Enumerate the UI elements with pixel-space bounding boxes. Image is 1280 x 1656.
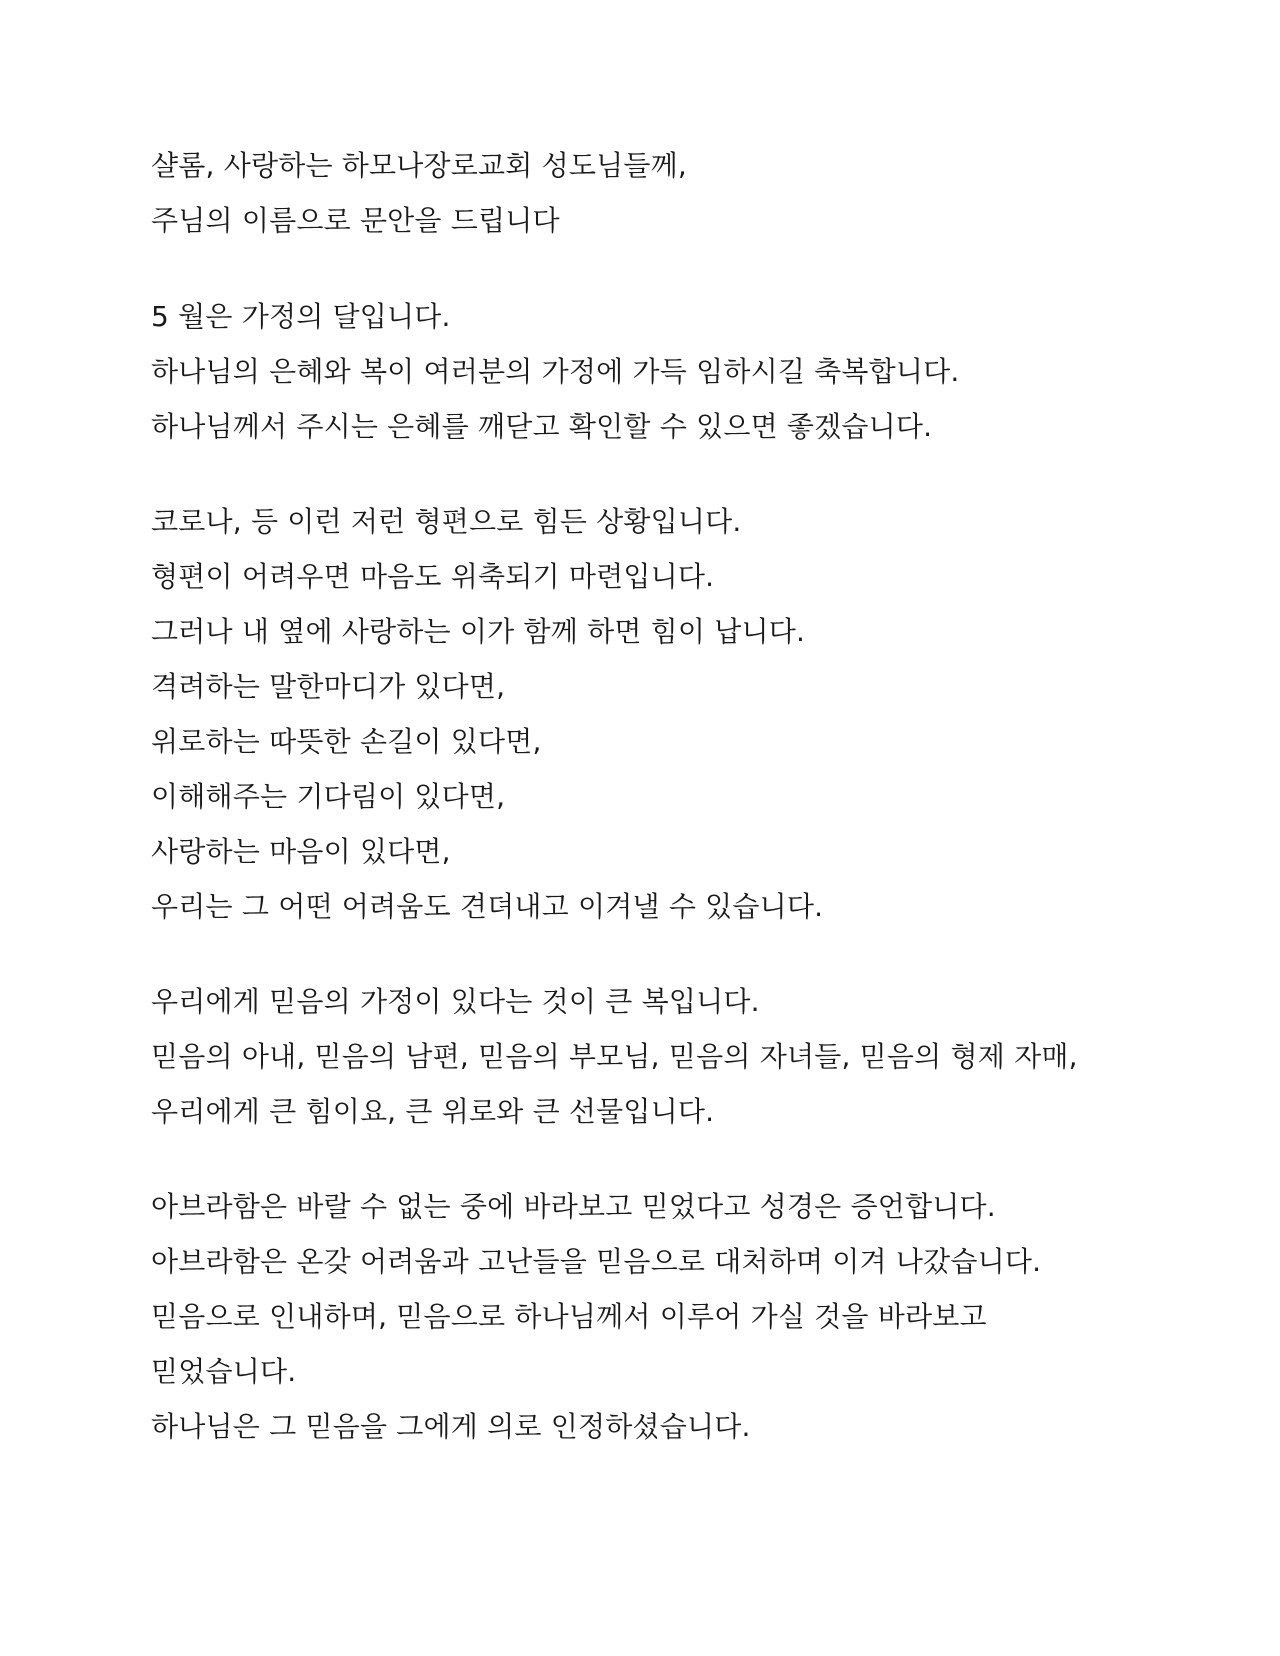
body-line: 코로나, 등 이런 저런 형편으로 힘든 상황입니다.	[151, 505, 742, 538]
body-line: 우리는 그 어떤 어려움도 견뎌내고 이겨낼 수 있습니다.	[151, 890, 824, 923]
body-line: 하나님의 은혜와 복이 여러분의 가정에 가득 임하시길 축복합니다.	[151, 355, 960, 388]
greeting-line: 주님의 이름으로 문안을 드립니다	[151, 204, 560, 237]
body-line: 우리에게 믿음의 가정이 있다는 것이 큰 복입니다.	[151, 985, 760, 1018]
body-line: 격려하는 말한마디가 있다면,	[151, 670, 506, 703]
body-line: 믿음으로 인내하며, 믿음으로 하나님께서 이루어 가실 것을 바라보고	[151, 1300, 987, 1333]
body-line: 하나님은 그 믿음을 그에게 의로 인정하셨습니다.	[151, 1410, 751, 1443]
body-line: 형편이 어려우면 마음도 위축되기 마련입니다.	[151, 560, 715, 593]
body-line: 우리에게 큰 힘이요, 큰 위로와 큰 선물입니다.	[151, 1095, 715, 1128]
greeting-line: 샬롬, 사랑하는 하모나장로교회 성도님들께,	[151, 149, 687, 182]
body-line: 그러나 내 옆에 사랑하는 이가 함께 하면 힘이 납니다.	[151, 615, 806, 648]
body-line: 아브라함은 온갖 어려움과 고난들을 믿음으로 대처하며 이겨 나갔습니다.	[151, 1245, 1042, 1278]
body-line: 하나님께서 주시는 은혜를 깨닫고 확인할 수 있으면 좋겠습니다.	[151, 410, 933, 443]
body-line: 사랑하는 마음이 있다면,	[151, 835, 451, 868]
body-line: 믿음의 아내, 믿음의 남편, 믿음의 부모님, 믿음의 자녀들, 믿음의 형제 자매,	[151, 1040, 1078, 1073]
body-line: 믿었습니다.	[151, 1355, 297, 1388]
body-line: 위로하는 따뜻한 손길이 있다면,	[151, 725, 542, 758]
body-line: 이해해주는 기다림이 있다면,	[151, 780, 506, 813]
body-line: 5 월은 가정의 달입니다.	[151, 300, 451, 333]
body-line: 아브라함은 바랄 수 없는 중에 바라보고 믿었다고 성경은 증언합니다.	[151, 1190, 996, 1223]
